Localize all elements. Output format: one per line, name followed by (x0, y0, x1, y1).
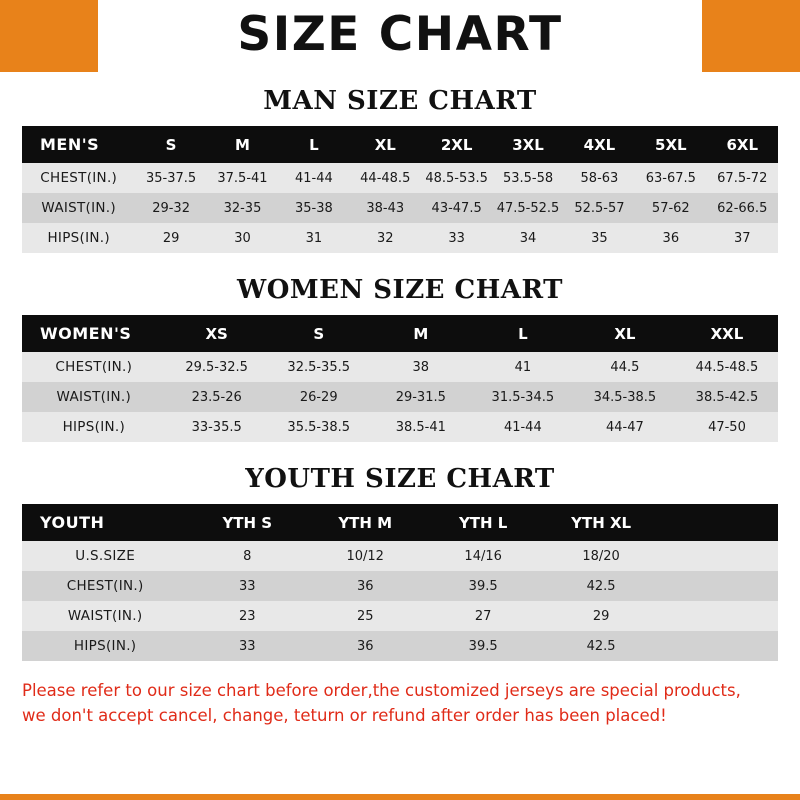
table-cell (660, 601, 778, 631)
table-cell: 67.5-72 (717, 170, 768, 186)
table-cell: 35-38 (294, 200, 333, 216)
table-cell: 36 (356, 638, 374, 654)
table-cell: 29 (162, 230, 180, 246)
table-row (22, 631, 778, 661)
table-header-cell: YTH L (458, 513, 508, 532)
table-row (22, 541, 778, 571)
table-header-cell: YOUTH (40, 513, 105, 532)
table-header-cell: M (235, 135, 250, 154)
table-cell: 34 (519, 230, 537, 246)
section-title-women: WOMEN SIZE CHART (237, 275, 563, 305)
table-cell (660, 571, 778, 601)
table-cell: 32.5-35.5 (287, 359, 351, 375)
table-cell: 29-32 (152, 200, 190, 216)
page-title: SIZE CHART (237, 6, 563, 62)
table-row (22, 571, 778, 601)
table-header-cell: XL (614, 324, 636, 343)
table-cell: 33 (239, 578, 256, 594)
table-row (22, 223, 778, 253)
table-cell: 41-44 (503, 419, 542, 435)
table-header-row (22, 315, 778, 352)
table-cell: 39.5 (468, 578, 498, 594)
table-cell: 29.5-32.5 (185, 359, 248, 375)
table-header-cell: YTH XL (571, 513, 632, 532)
table-header-cell: 5XL (655, 135, 687, 154)
table-row (22, 193, 778, 223)
table-cell: 26-29 (299, 389, 338, 405)
table-cell: 35-37.5 (145, 170, 197, 186)
table-cell: 14/16 (464, 548, 502, 564)
row-label: CHEST(IN.) (55, 359, 133, 375)
table-cell: 44-48.5 (360, 170, 411, 186)
section-man (0, 86, 800, 253)
table-cell: 35 (591, 230, 608, 246)
table-cell: 43-47.5 (431, 200, 482, 216)
table-cell: 42.5 (586, 578, 616, 594)
table-cell: 8 (243, 548, 252, 564)
footer-note-line-2: we don't accept cancel, change, teturn or refund after order has been placed! (22, 705, 667, 725)
table-header-cell: M (413, 324, 429, 343)
table-row (22, 352, 778, 382)
table-cell: 41 (514, 359, 532, 375)
table-cell: 27 (474, 608, 492, 624)
table-cell (660, 631, 778, 661)
banner-right-accent (702, 0, 800, 72)
table-cell: 38-43 (366, 200, 405, 216)
table-cell: 34.5-38.5 (593, 389, 657, 405)
table-header-cell: 2XL (440, 135, 473, 154)
table-cell: 31 (305, 230, 323, 246)
footer-note-line-1: Please refer to our size chart before order,the customized jerseys are special products, (22, 681, 741, 700)
footer-note (0, 679, 800, 729)
row-label: HIPS(IN.) (73, 638, 137, 654)
table-cell: 62-66.5 (717, 200, 768, 216)
table-header-cell: YTH S (222, 513, 273, 532)
table-cell: 10/12 (346, 548, 384, 564)
row-label: CHEST(IN.) (66, 578, 144, 594)
row-label: WAIST(IN.) (67, 608, 143, 624)
table-cell: 42.5 (586, 638, 616, 654)
table-cell: 33 (448, 230, 465, 246)
table-cell: 36 (356, 578, 374, 594)
table-header-cell: XL (374, 135, 396, 154)
table-cell: 29-31.5 (395, 389, 446, 405)
table-cell: 29 (592, 608, 610, 624)
section-title-youth: YOUTH SIZE CHART (245, 464, 555, 494)
table-cell: 63-67.5 (645, 170, 696, 186)
table-cell: 44.5-48.5 (695, 359, 759, 375)
header-banner (0, 0, 800, 72)
section-youth (0, 464, 800, 661)
table-cell: 38 (412, 359, 430, 375)
banner-left-accent (0, 0, 98, 72)
table-header-cell: L (309, 135, 319, 154)
table-women (22, 315, 778, 442)
table-header-cell: L (518, 324, 528, 343)
table-cell: 31.5-34.5 (491, 389, 555, 405)
table-cell: 52.5-57 (574, 200, 625, 216)
table-header-cell: S (165, 135, 177, 154)
table-cell: 39.5 (468, 638, 498, 654)
table-cell: 47-50 (708, 419, 746, 435)
row-label: WAIST(IN.) (56, 389, 132, 405)
row-label: U.S.SIZE (75, 548, 136, 564)
table-cell: 36 (662, 230, 680, 246)
row-label: WAIST(IN.) (41, 200, 116, 216)
table-header-cell: XS (205, 324, 228, 343)
table-cell: 38.5-41 (395, 419, 446, 435)
table-header-cell (660, 504, 778, 541)
row-label: HIPS(IN.) (47, 230, 110, 246)
table-cell: 47.5-52.5 (496, 200, 560, 216)
table-header-cell: WOMEN'S (40, 324, 132, 343)
table-cell: 23 (239, 608, 256, 624)
table-cell: 30 (234, 230, 251, 246)
section-title-man: MAN SIZE CHART (263, 86, 537, 116)
table-cell: 32-35 (223, 200, 262, 216)
row-label: HIPS(IN.) (62, 419, 126, 435)
banner-inner (98, 0, 702, 72)
table-cell: 35.5-38.5 (287, 419, 351, 435)
table-header-row (22, 126, 778, 163)
table-cell: 33 (239, 638, 256, 654)
row-label: CHEST(IN.) (40, 170, 118, 186)
table-header-cell: 4XL (583, 135, 616, 154)
table-cell: 18/20 (582, 548, 620, 564)
table-row (22, 412, 778, 442)
table-header-row (22, 504, 778, 541)
table-cell: 48.5-53.5 (425, 170, 488, 186)
table-cell: 32 (376, 230, 394, 246)
table-cell: 44.5 (610, 359, 640, 375)
table-header-cell: 3XL (512, 135, 544, 154)
table-header-cell: 6XL (726, 135, 759, 154)
table-cell: 41-44 (294, 170, 333, 186)
table-cell: 37.5-41 (217, 170, 268, 186)
table-cell: 38.5-42.5 (695, 389, 759, 405)
table-header-cell: YTH M (338, 513, 393, 532)
table-header-cell: S (313, 324, 325, 343)
table-row (22, 163, 778, 193)
table-cell (660, 541, 778, 571)
bottom-accent-strip (0, 794, 800, 800)
table-header-cell: XXL (710, 324, 744, 343)
table-cell: 33-35.5 (191, 419, 242, 435)
table-cell: 25 (356, 608, 374, 624)
table-row (22, 382, 778, 412)
table-cell: 53.5-58 (502, 170, 554, 186)
table-cell: 37 (733, 230, 751, 246)
section-women (0, 275, 800, 442)
table-header-cell: MEN'S (40, 135, 100, 154)
table-cell: 23.5-26 (191, 389, 242, 405)
table-man (22, 126, 778, 253)
table-youth (22, 504, 778, 661)
table-row (22, 601, 778, 631)
table-cell: 58-63 (580, 170, 619, 186)
table-cell: 44-47 (606, 419, 644, 435)
table-cell: 57-62 (651, 200, 690, 216)
